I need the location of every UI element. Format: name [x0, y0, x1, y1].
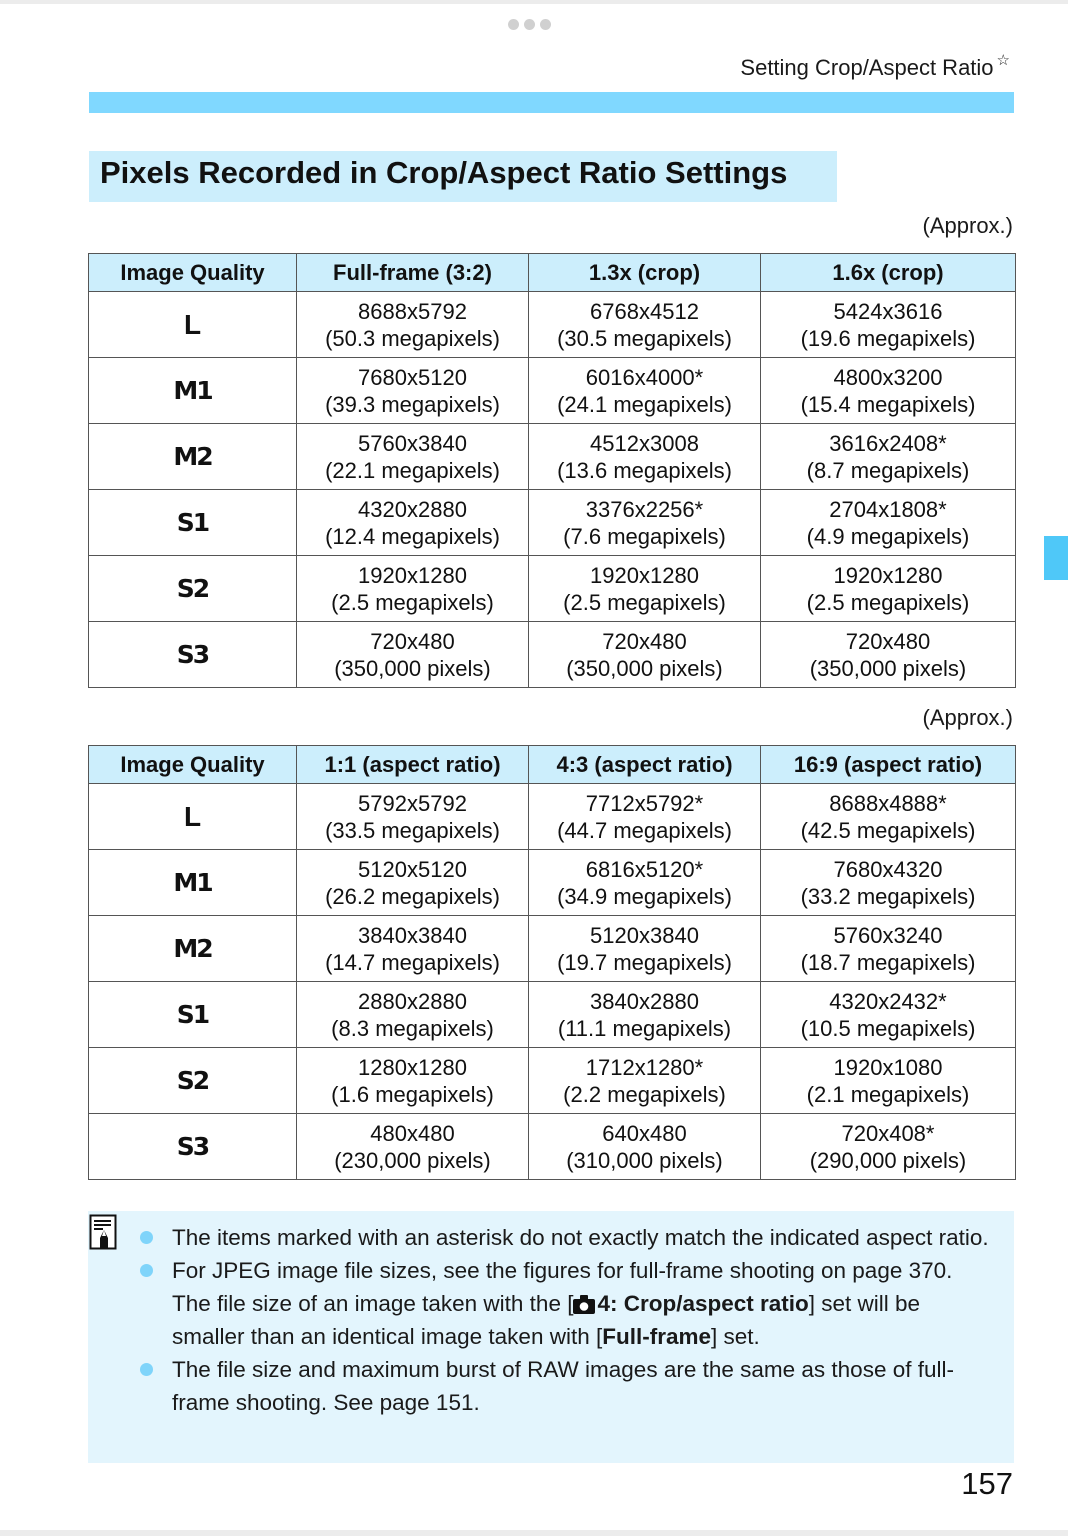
- megapixels-text: (13.6 megapixels): [557, 457, 732, 483]
- bullet-icon: [140, 1264, 153, 1277]
- image-quality-cell: S2: [89, 1048, 297, 1114]
- resolution-text: 2880x2880: [358, 988, 467, 1014]
- megapixels-text: (230,000 pixels): [334, 1147, 491, 1173]
- image-quality-cell: S2: [89, 556, 297, 622]
- pixel-cell: [529, 1114, 761, 1180]
- pixel-cell: [761, 358, 1016, 424]
- pixel-cell: [761, 424, 1016, 490]
- resolution-text: 8688x5792: [358, 298, 467, 324]
- megapixels-text: (350,000 pixels): [809, 655, 967, 681]
- menu-reference: [573, 1291, 808, 1316]
- resolution-text: 1920x1280: [358, 562, 467, 588]
- running-header: [740, 52, 1010, 81]
- pixel-cell: [529, 916, 761, 982]
- section-title: Pixels Recorded in Crop/Aspect Ratio Settings: [89, 151, 837, 202]
- pixel-cell: [761, 1114, 1016, 1180]
- table-row: [89, 358, 1016, 424]
- column-header: 4:3 (aspect ratio): [529, 746, 761, 784]
- pixel-cell: [529, 850, 761, 916]
- table-header-row: [89, 254, 1016, 292]
- bullet-icon: [140, 1363, 153, 1376]
- pixel-cell: [529, 490, 761, 556]
- megapixels-text: (18.7 megapixels): [800, 949, 976, 975]
- megapixels-text: (2.2 megapixels): [563, 1081, 726, 1107]
- resolution-text: 720x480: [602, 628, 687, 654]
- resolution-text: 5792x5792: [358, 790, 467, 816]
- megapixels-text: (350,000 pixels): [334, 655, 491, 681]
- note-text: The file size and maximum burst of RAW images are the same as those of full-frame shooting. See page 151.: [172, 1357, 954, 1415]
- viewer-bottom-bar: [0, 1530, 1068, 1536]
- pixel-cell: [761, 784, 1016, 850]
- megapixels-text: (50.3 megapixels): [325, 325, 500, 351]
- column-header: Full-frame (3:2): [297, 254, 529, 292]
- table-header-row: [89, 746, 1016, 784]
- resolution-text: 720x480: [845, 628, 931, 654]
- notes-list: [136, 1221, 996, 1419]
- resolution-text: 1712x1280*: [585, 1054, 704, 1080]
- column-header: Image Quality: [89, 746, 297, 784]
- header-accent-bar: [89, 92, 1014, 113]
- pixel-cell: [529, 1048, 761, 1114]
- pixel-cell: [297, 784, 529, 850]
- megapixels-text: (42.5 megapixels): [800, 817, 976, 843]
- megapixels-text: (310,000 pixels): [566, 1147, 723, 1173]
- page-number: 157: [961, 1466, 1013, 1501]
- resolution-text: 480x480: [370, 1120, 455, 1146]
- pixel-cell: [297, 358, 529, 424]
- approx-label: (Approx.): [922, 705, 1013, 730]
- more-dots-icon[interactable]: [508, 19, 551, 30]
- image-quality-cell: M2: [89, 424, 297, 490]
- camera-icon: [573, 1295, 595, 1314]
- table-row: [89, 1048, 1016, 1114]
- pixel-cell: [297, 292, 529, 358]
- resolution-text: 6016x4000*: [585, 364, 704, 390]
- aspect-ratio-pixels-table: [88, 745, 1016, 1180]
- resolution-text: 8688x4888*: [829, 790, 947, 816]
- resolution-text: 4320x2432*: [829, 988, 947, 1014]
- image-quality-cell: S1: [89, 490, 297, 556]
- table-row: [89, 292, 1016, 358]
- note-item: [136, 1254, 996, 1353]
- pixel-cell: [761, 916, 1016, 982]
- megapixels-text: (2.1 megapixels): [806, 1081, 970, 1107]
- image-quality-cell: M2: [89, 916, 297, 982]
- resolution-text: 720x480: [370, 628, 455, 654]
- resolution-text: 5120x5120: [358, 856, 467, 882]
- table-row: [89, 424, 1016, 490]
- table-row: [89, 1114, 1016, 1180]
- megapixels-text: (39.3 megapixels): [325, 391, 500, 417]
- pixel-cell: [529, 784, 761, 850]
- megapixels-text: (14.7 megapixels): [325, 949, 500, 975]
- megapixels-text: (33.2 megapixels): [800, 883, 976, 909]
- resolution-text: 3376x2256*: [585, 496, 704, 522]
- megapixels-text: (30.5 megapixels): [557, 325, 732, 351]
- table-row: [89, 784, 1016, 850]
- pixel-cell: [297, 916, 529, 982]
- megapixels-text: (26.2 megapixels): [325, 883, 500, 909]
- pixel-cell: [297, 622, 529, 688]
- pixel-cell: [529, 424, 761, 490]
- table-row: [89, 556, 1016, 622]
- note-text: For JPEG image file sizes, see the figures for full-frame shooting on page 370. The file size of an image taken with the [: [172, 1258, 953, 1316]
- image-quality-cell: L: [89, 784, 297, 850]
- pixel-cell: [297, 1048, 529, 1114]
- pixel-cell: [529, 292, 761, 358]
- table-row: [89, 916, 1016, 982]
- pixel-cell: [297, 556, 529, 622]
- image-quality-cell: S3: [89, 622, 297, 688]
- notes-box: [88, 1211, 1014, 1463]
- image-quality-cell: L: [89, 292, 297, 358]
- resolution-text: 7680x5120: [358, 364, 467, 390]
- image-quality-cell: S3: [89, 1114, 297, 1180]
- megapixels-text: (2.5 megapixels): [563, 589, 726, 615]
- pixel-cell: [761, 982, 1016, 1048]
- pixel-cell: [761, 850, 1016, 916]
- resolution-text: 720x408*: [841, 1120, 935, 1146]
- megapixels-text: (350,000 pixels): [566, 655, 723, 681]
- resolution-text: 640x480: [602, 1120, 687, 1146]
- megapixels-text: (2.5 megapixels): [331, 589, 494, 615]
- note-item: [136, 1221, 996, 1254]
- note-text: ] set.: [711, 1324, 760, 1349]
- resolution-text: 6816x5120*: [585, 856, 704, 882]
- note-item: [136, 1353, 996, 1419]
- image-quality-cell: S1: [89, 982, 297, 1048]
- pixel-cell: [297, 982, 529, 1048]
- table-row: [89, 850, 1016, 916]
- pixel-cell: [297, 1114, 529, 1180]
- pixel-cell: [529, 982, 761, 1048]
- megapixels-text: (8.7 megapixels): [806, 457, 970, 483]
- pixel-cell: [297, 424, 529, 490]
- pixel-cell: [761, 556, 1016, 622]
- resolution-text: 7712x5792*: [585, 790, 704, 816]
- megapixels-text: (19.6 megapixels): [800, 325, 976, 351]
- megapixels-text: (2.5 megapixels): [806, 589, 970, 615]
- image-quality-cell: M1: [89, 850, 297, 916]
- pixel-cell: [761, 490, 1016, 556]
- resolution-text: 1920x1280: [590, 562, 699, 588]
- table-row: [89, 982, 1016, 1048]
- megapixels-text: (11.1 megapixels): [557, 1015, 732, 1041]
- megapixels-text: (24.1 megapixels): [557, 391, 732, 417]
- resolution-text: 4320x2880: [358, 496, 467, 522]
- pixel-cell: [297, 850, 529, 916]
- crop-pixels-table: [88, 253, 1016, 688]
- resolution-text: 3840x3840: [358, 922, 467, 948]
- column-header: Image Quality: [89, 254, 297, 292]
- resolution-text: 4512x3008: [590, 430, 699, 456]
- note-text: The items marked with an asterisk do not exactly match the indicated aspect ratio.: [172, 1225, 989, 1250]
- resolution-text: 3616x2408*: [829, 430, 947, 456]
- resolution-text: 1920x1080: [833, 1054, 943, 1080]
- megapixels-text: (44.7 megapixels): [557, 817, 732, 843]
- megapixels-text: (290,000 pixels): [809, 1147, 967, 1173]
- pixel-cell: [529, 556, 761, 622]
- resolution-text: 1920x1280: [833, 562, 943, 588]
- column-header: 1.6x (crop): [761, 254, 1016, 292]
- megapixels-text: (7.6 megapixels): [563, 523, 726, 549]
- resolution-text: 4800x3200: [833, 364, 943, 390]
- megapixels-text: (4.9 megapixels): [806, 523, 970, 549]
- image-quality-cell: M1: [89, 358, 297, 424]
- column-header: 1.3x (crop): [529, 254, 761, 292]
- resolution-text: 1280x1280: [358, 1054, 467, 1080]
- running-header-title: Setting Crop/Aspect Ratio: [740, 55, 994, 80]
- resolution-text: 5760x3240: [833, 922, 943, 948]
- viewer-top-bar: [0, 0, 1068, 4]
- resolution-text: 7680x4320: [833, 856, 943, 882]
- megapixels-text: (19.7 megapixels): [557, 949, 732, 975]
- megapixels-text: (12.4 megapixels): [325, 523, 500, 549]
- resolution-text: 5424x3616: [833, 298, 943, 324]
- resolution-text: 5120x3840: [590, 922, 699, 948]
- megapixels-text: (8.3 megapixels): [331, 1015, 494, 1041]
- star-icon: ☆: [996, 52, 1010, 69]
- megapixels-text: (33.5 megapixels): [325, 817, 500, 843]
- resolution-text: 2704x1808*: [829, 496, 947, 522]
- table-row: [89, 490, 1016, 556]
- pixel-cell: [297, 490, 529, 556]
- table-row: [89, 622, 1016, 688]
- megapixels-text: (34.9 megapixels): [557, 883, 732, 909]
- resolution-text: 6768x4512: [590, 298, 699, 324]
- memo-pencil-icon: [89, 1214, 117, 1251]
- pixel-cell: [529, 358, 761, 424]
- pixel-cell: [529, 622, 761, 688]
- approx-label: (Approx.): [922, 213, 1013, 238]
- resolution-text: 3840x2880: [590, 988, 699, 1014]
- note-text: ] set will be smaller than an identical image taken with [: [172, 1291, 921, 1349]
- pixel-cell: [761, 292, 1016, 358]
- column-header: 16:9 (aspect ratio): [761, 746, 1016, 784]
- megapixels-text: (22.1 megapixels): [325, 457, 500, 483]
- resolution-text: 5760x3840: [358, 430, 467, 456]
- chapter-side-tab[interactable]: [1044, 536, 1068, 580]
- setting-reference: Full-frame: [602, 1324, 711, 1349]
- megapixels-text: (15.4 megapixels): [800, 391, 976, 417]
- megapixels-text: (10.5 megapixels): [800, 1015, 976, 1041]
- column-header: 1:1 (aspect ratio): [297, 746, 529, 784]
- menu-reference-text: 4: Crop/aspect ratio: [597, 1291, 809, 1316]
- megapixels-text: (1.6 megapixels): [331, 1081, 494, 1107]
- pixel-cell: [761, 1048, 1016, 1114]
- pixel-cell: [761, 622, 1016, 688]
- bullet-icon: [140, 1231, 153, 1244]
